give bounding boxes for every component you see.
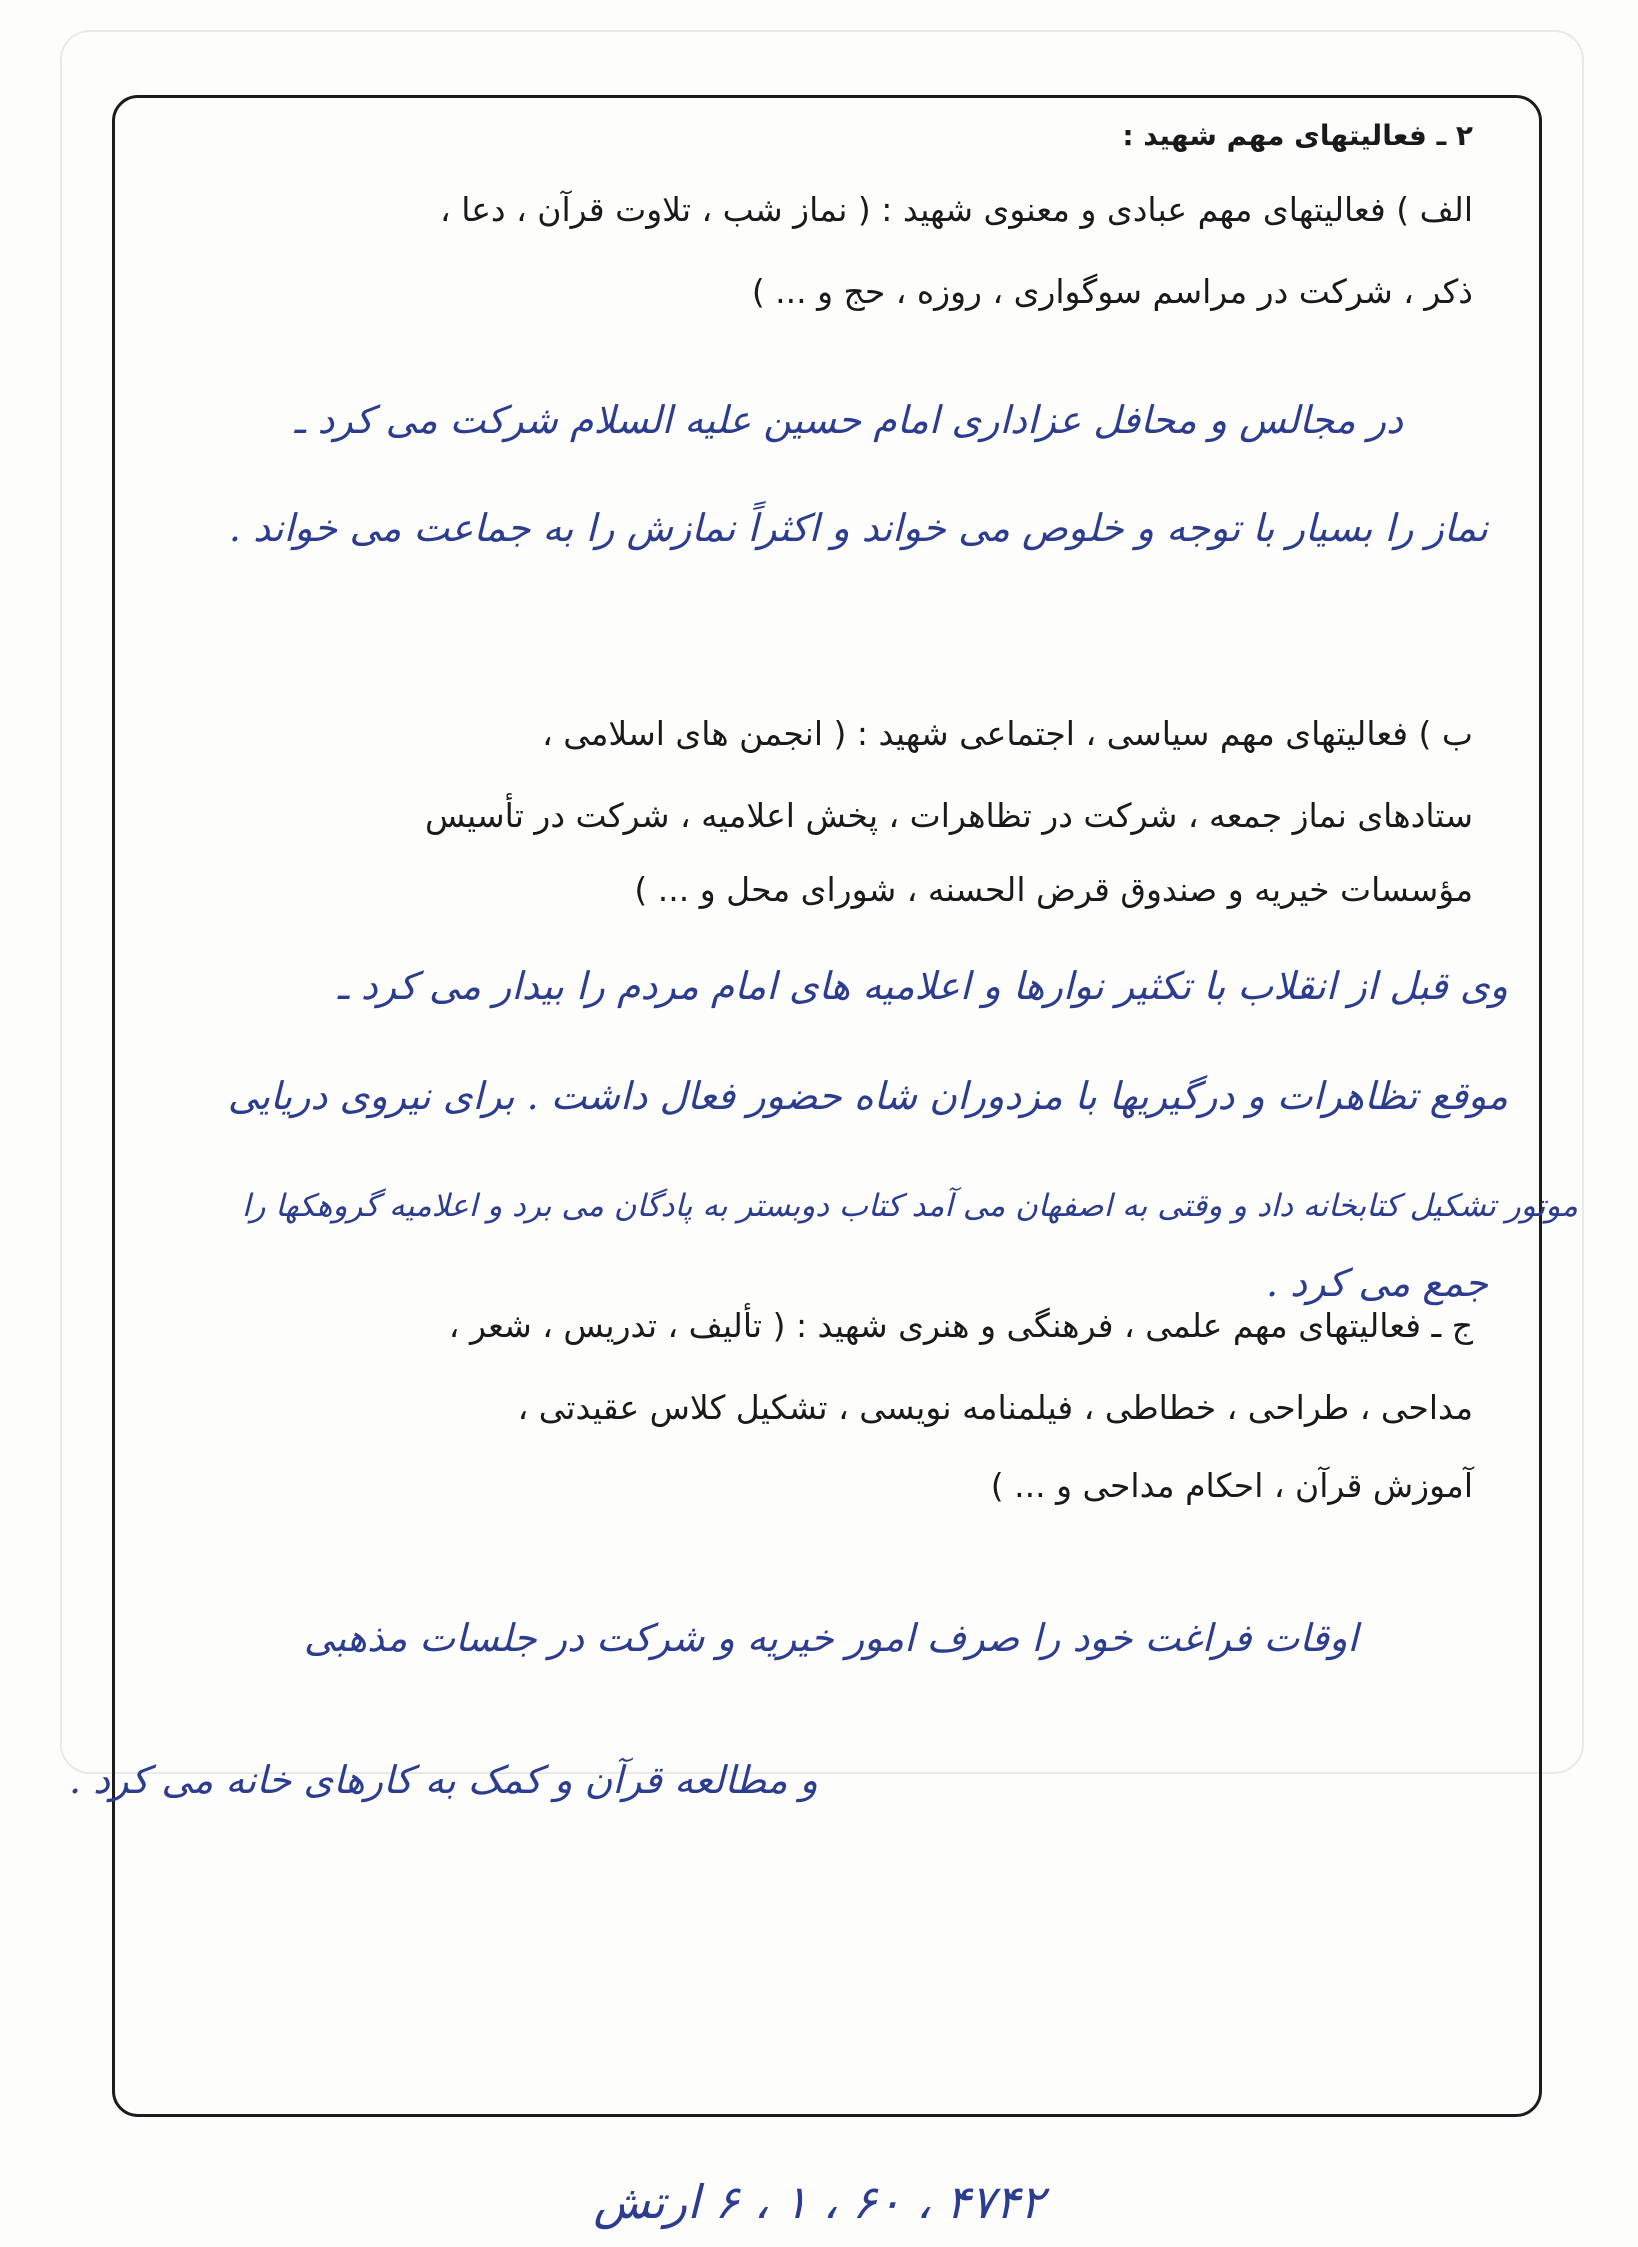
section-heading: ۲ ـ فعالیتهای مهم شهید : — [1122, 119, 1473, 152]
section-a-printed-line: الف ) فعالیتهای مهم عبادی و معنوی شهید : ( نماز شب ، تلاوت قرآن ، دعا ، — [440, 190, 1473, 229]
section-a-printed-line: ذکر ، شرکت در مراسم سوگواری ، روزه ، حج و ... ) — [751, 272, 1473, 311]
section-c-handwritten-line: و مطالعه قرآن و کمک به کارهای خانه می کرد . — [69, 1758, 818, 1802]
section-b-handwritten-line: موتور تشکیل کتابخانه داد و وقتی به اصفهان می آمد کتاب دوبستر به پادگان می برد و اعلامیه گروهکها را — [241, 1188, 1578, 1224]
section-b-handwritten-line: وی قبل از انقلاب با تکثیر نوارها و اعلامیه های امام مردم را بیدار می کرد ـ — [337, 964, 1508, 1008]
section-b-handwritten-line: موقع تظاهرات و درگیریها با مزدوران شاه حضور فعال داشت . برای نیروی دریایی — [227, 1074, 1508, 1118]
section-b-printed-line: ستادهای نماز جمعه ، شرکت در تظاهرات ، پخش اعلامیه ، شرکت در تأسیس — [424, 796, 1473, 835]
section-b-printed-line: ب ) فعالیتهای مهم سیاسی ، اجتماعی شهید : ( انجمن های اسلامی ، — [542, 714, 1473, 753]
section-b-printed-line: مؤسسات خیریه و صندوق قرض الحسنه ، شورای محل و ... ) — [634, 870, 1473, 909]
section-a-handwritten-line: در مجالس و محافل عزاداری امام حسین علیه السلام شرکت می کرد ـ — [294, 398, 1403, 442]
section-a-handwritten-line: نماز را بسیار با توجه و خلوص می خواند و اکثراً نمازش را به جماعت می خواند . — [228, 506, 1488, 550]
footer-reference-number: ۴۷۴۲ ، ۶۰ ، ۱ ، ۶ ارتش — [593, 2175, 1045, 2229]
section-b-handwritten-line: جمع می کرد . — [1265, 1261, 1488, 1305]
section-c-printed-line: آموزش قرآن ، احکام مداحی و ... ) — [990, 1466, 1473, 1505]
section-c-printed-line: مداحی ، طراحی ، خطاطی ، فیلمنامه نویسی ، تشکیل کلاس عقیدتی ، — [517, 1388, 1473, 1427]
section-c-handwritten-line: اوقات فراغت خود را صرف امور خیریه و شرکت در جلسات مذهبی — [303, 1616, 1358, 1660]
section-c-printed-line: ج ـ فعالیتهای مهم علمی ، فرهنگی و هنری شهید : ( تألیف ، تدریس ، شعر ، — [448, 1306, 1473, 1345]
